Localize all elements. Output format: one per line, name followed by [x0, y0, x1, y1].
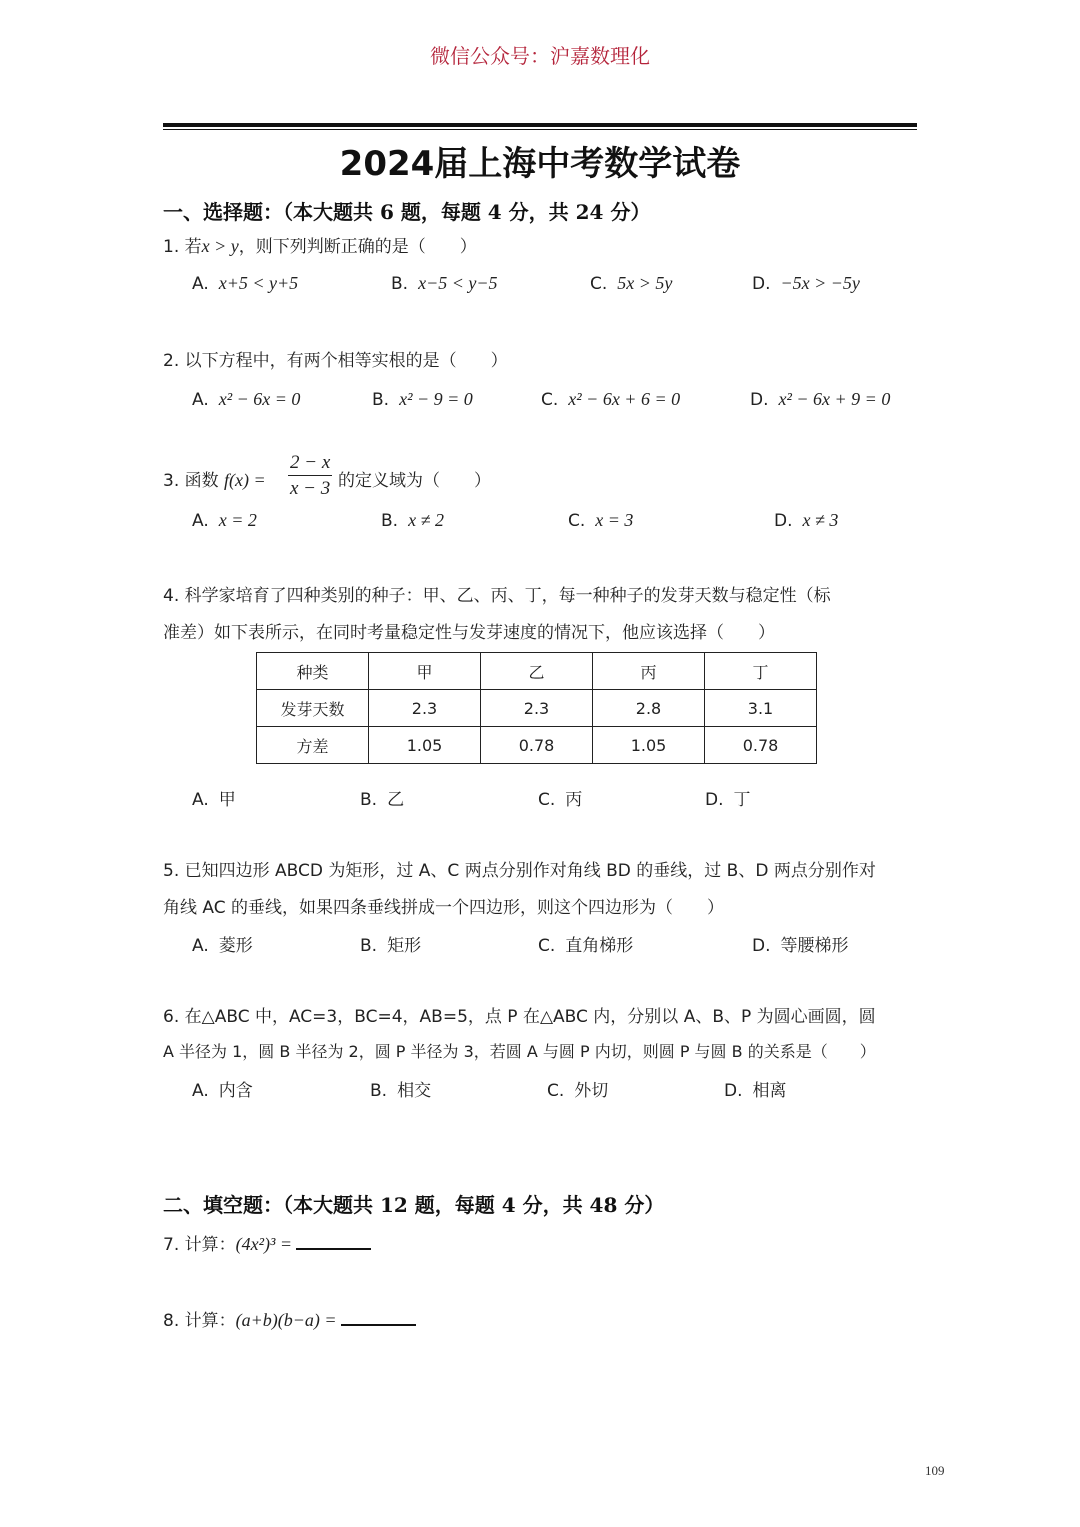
- table-cell: 1.05: [593, 727, 705, 764]
- question-3-suffix: 的定义域为（ ）: [338, 471, 491, 491]
- question-6-line1: [163, 1002, 876, 1027]
- q4-option-d: D. 丁: [705, 790, 751, 810]
- table-cell: 丁: [705, 653, 817, 690]
- fraction-denominator: x − 3: [290, 478, 331, 499]
- question-math: (4x²)³ =: [235, 1234, 293, 1254]
- answer-blank[interactable]: [341, 1306, 416, 1326]
- q5-option-b: B. 矩形: [360, 936, 422, 956]
- question-number: 3.: [163, 471, 180, 491]
- question-3-prefix: [163, 466, 266, 491]
- page-header-watermark: 微信公众号：沪嘉数理化: [430, 44, 650, 68]
- question-text: ，则下列判断正确的是（ ）: [238, 237, 477, 257]
- q2-option-b: B. x² − 9 = 0: [372, 389, 473, 410]
- q4-option-a: A. 甲: [192, 790, 236, 810]
- fraction-numerator: 2 − x: [288, 452, 332, 476]
- table-cell: 乙: [481, 653, 593, 690]
- question-8: [163, 1306, 416, 1331]
- title-rule-thin: [163, 129, 917, 130]
- table-cell: 0.78: [705, 727, 817, 764]
- question-number: 8.: [163, 1311, 180, 1331]
- q5-option-a: A. 菱形: [192, 936, 253, 956]
- fraction: [288, 452, 332, 500]
- table-cell: 3.1: [705, 690, 817, 727]
- q4-option-b: B. 乙: [360, 790, 405, 810]
- question-5-line2: 角线 AC 的垂线，如果四条垂线拼成一个四边形，则这个四边形为（ ）: [163, 898, 725, 918]
- question-4-line1: [163, 581, 831, 606]
- table-row: [257, 727, 817, 764]
- q1-option-c: C. 5x > 5y: [590, 273, 673, 294]
- table-cell: 0.78: [481, 727, 593, 764]
- q3-option-c: C. x = 3: [568, 510, 634, 531]
- q2-option-c: C. x² − 6x + 6 = 0: [541, 389, 681, 410]
- q2-option-d: D. x² − 6x + 9 = 0: [750, 389, 891, 410]
- question-2: [163, 346, 508, 371]
- q2-option-a: A. x² − 6x = 0: [192, 389, 301, 410]
- question-number: 2.: [163, 351, 180, 371]
- table-cell: 丙: [593, 653, 705, 690]
- question-math: (a+b)(b−a) =: [235, 1310, 337, 1330]
- q3-option-d: D. x ≠ 3: [774, 510, 839, 531]
- question-text: 计算：: [184, 1235, 236, 1255]
- q5-option-c: C. 直角梯形: [538, 936, 634, 956]
- question-text: 若: [184, 237, 202, 257]
- q3-option-a: A. x = 2: [192, 510, 257, 531]
- question-number: 6.: [163, 1007, 180, 1027]
- question-text: 科学家培育了四种类别的种子：甲、乙、丙、丁，每一种种子的发芽天数与稳定性（标: [184, 586, 831, 606]
- table-row: [257, 653, 817, 690]
- question-number: 4.: [163, 586, 180, 606]
- question-number: 5.: [163, 861, 180, 881]
- q5-option-d: D. 等腰梯形: [752, 936, 849, 956]
- exam-title: 2024届上海中考数学试卷: [339, 144, 741, 184]
- q3-option-b: B. x ≠ 2: [381, 510, 444, 531]
- question-1: [163, 232, 477, 257]
- question-7: [163, 1230, 371, 1255]
- table-cell: 2.3: [481, 690, 593, 727]
- q4-option-c: C. 丙: [538, 790, 583, 810]
- table-cell: 种类: [257, 653, 369, 690]
- q6-option-a: A. 内含: [192, 1081, 253, 1101]
- table-cell: 2.8: [593, 690, 705, 727]
- function-name: f(x) =: [224, 470, 266, 490]
- question-4-line2: 准差）如下表所示，在同时考量稳定性与发芽速度的情况下，他应该选择（ ）: [163, 623, 775, 643]
- question-text: 在△ABC 中，AC=3，BC=4，AB=5，点 P 在△ABC 内，分别以 A、B、P 为圆心画圆，圆: [184, 1007, 876, 1027]
- section-heading-fill-in: 二、填空题：（本大题共 12 题，每题 4 分，共 48 分）: [163, 1193, 665, 1217]
- q1-option-b: B. x−5 < y−5: [391, 273, 498, 294]
- title-rule-thick: [163, 123, 917, 127]
- question-text: 计算：: [184, 1311, 236, 1331]
- table-cell: 2.3: [369, 690, 481, 727]
- question-text: 以下方程中，有两个相等实根的是（ ）: [184, 351, 508, 371]
- seed-data-table: [256, 652, 817, 764]
- table-cell: 1.05: [369, 727, 481, 764]
- section-heading-multiple-choice: 一、选择题：（本大题共 6 题，每题 4 分，共 24 分）: [163, 200, 651, 224]
- q1-option-a: A. x+5 < y+5: [192, 273, 299, 294]
- table-cell: 发芽天数: [257, 690, 369, 727]
- q6-option-d: D. 相离: [724, 1081, 787, 1101]
- answer-blank[interactable]: [296, 1230, 371, 1250]
- q1-option-d: D. −5x > −5y: [752, 273, 860, 294]
- question-5-line1: [163, 856, 876, 881]
- table-cell: 甲: [369, 653, 481, 690]
- q6-option-b: B. 相交: [370, 1081, 432, 1101]
- table-row: [257, 690, 817, 727]
- q6-option-c: C. 外切: [547, 1081, 609, 1101]
- question-number: 7.: [163, 1235, 180, 1255]
- table-cell: 方差: [257, 727, 369, 764]
- page-number: 109: [925, 1463, 945, 1478]
- question-number: 1.: [163, 237, 180, 257]
- question-math: x > y: [201, 236, 239, 256]
- question-text: 函数: [184, 471, 219, 491]
- question-text: 已知四边形 ABCD 为矩形，过 A、C 两点分别作对角线 BD 的垂线，过 B、D 两点分别作对: [184, 861, 876, 881]
- question-6-line2: A 半径为 1，圆 B 半径为 2，圆 P 半径为 3，若圆 A 与圆 P 内切，则圆 P 与圆 B 的关系是（ ）: [163, 1042, 876, 1061]
